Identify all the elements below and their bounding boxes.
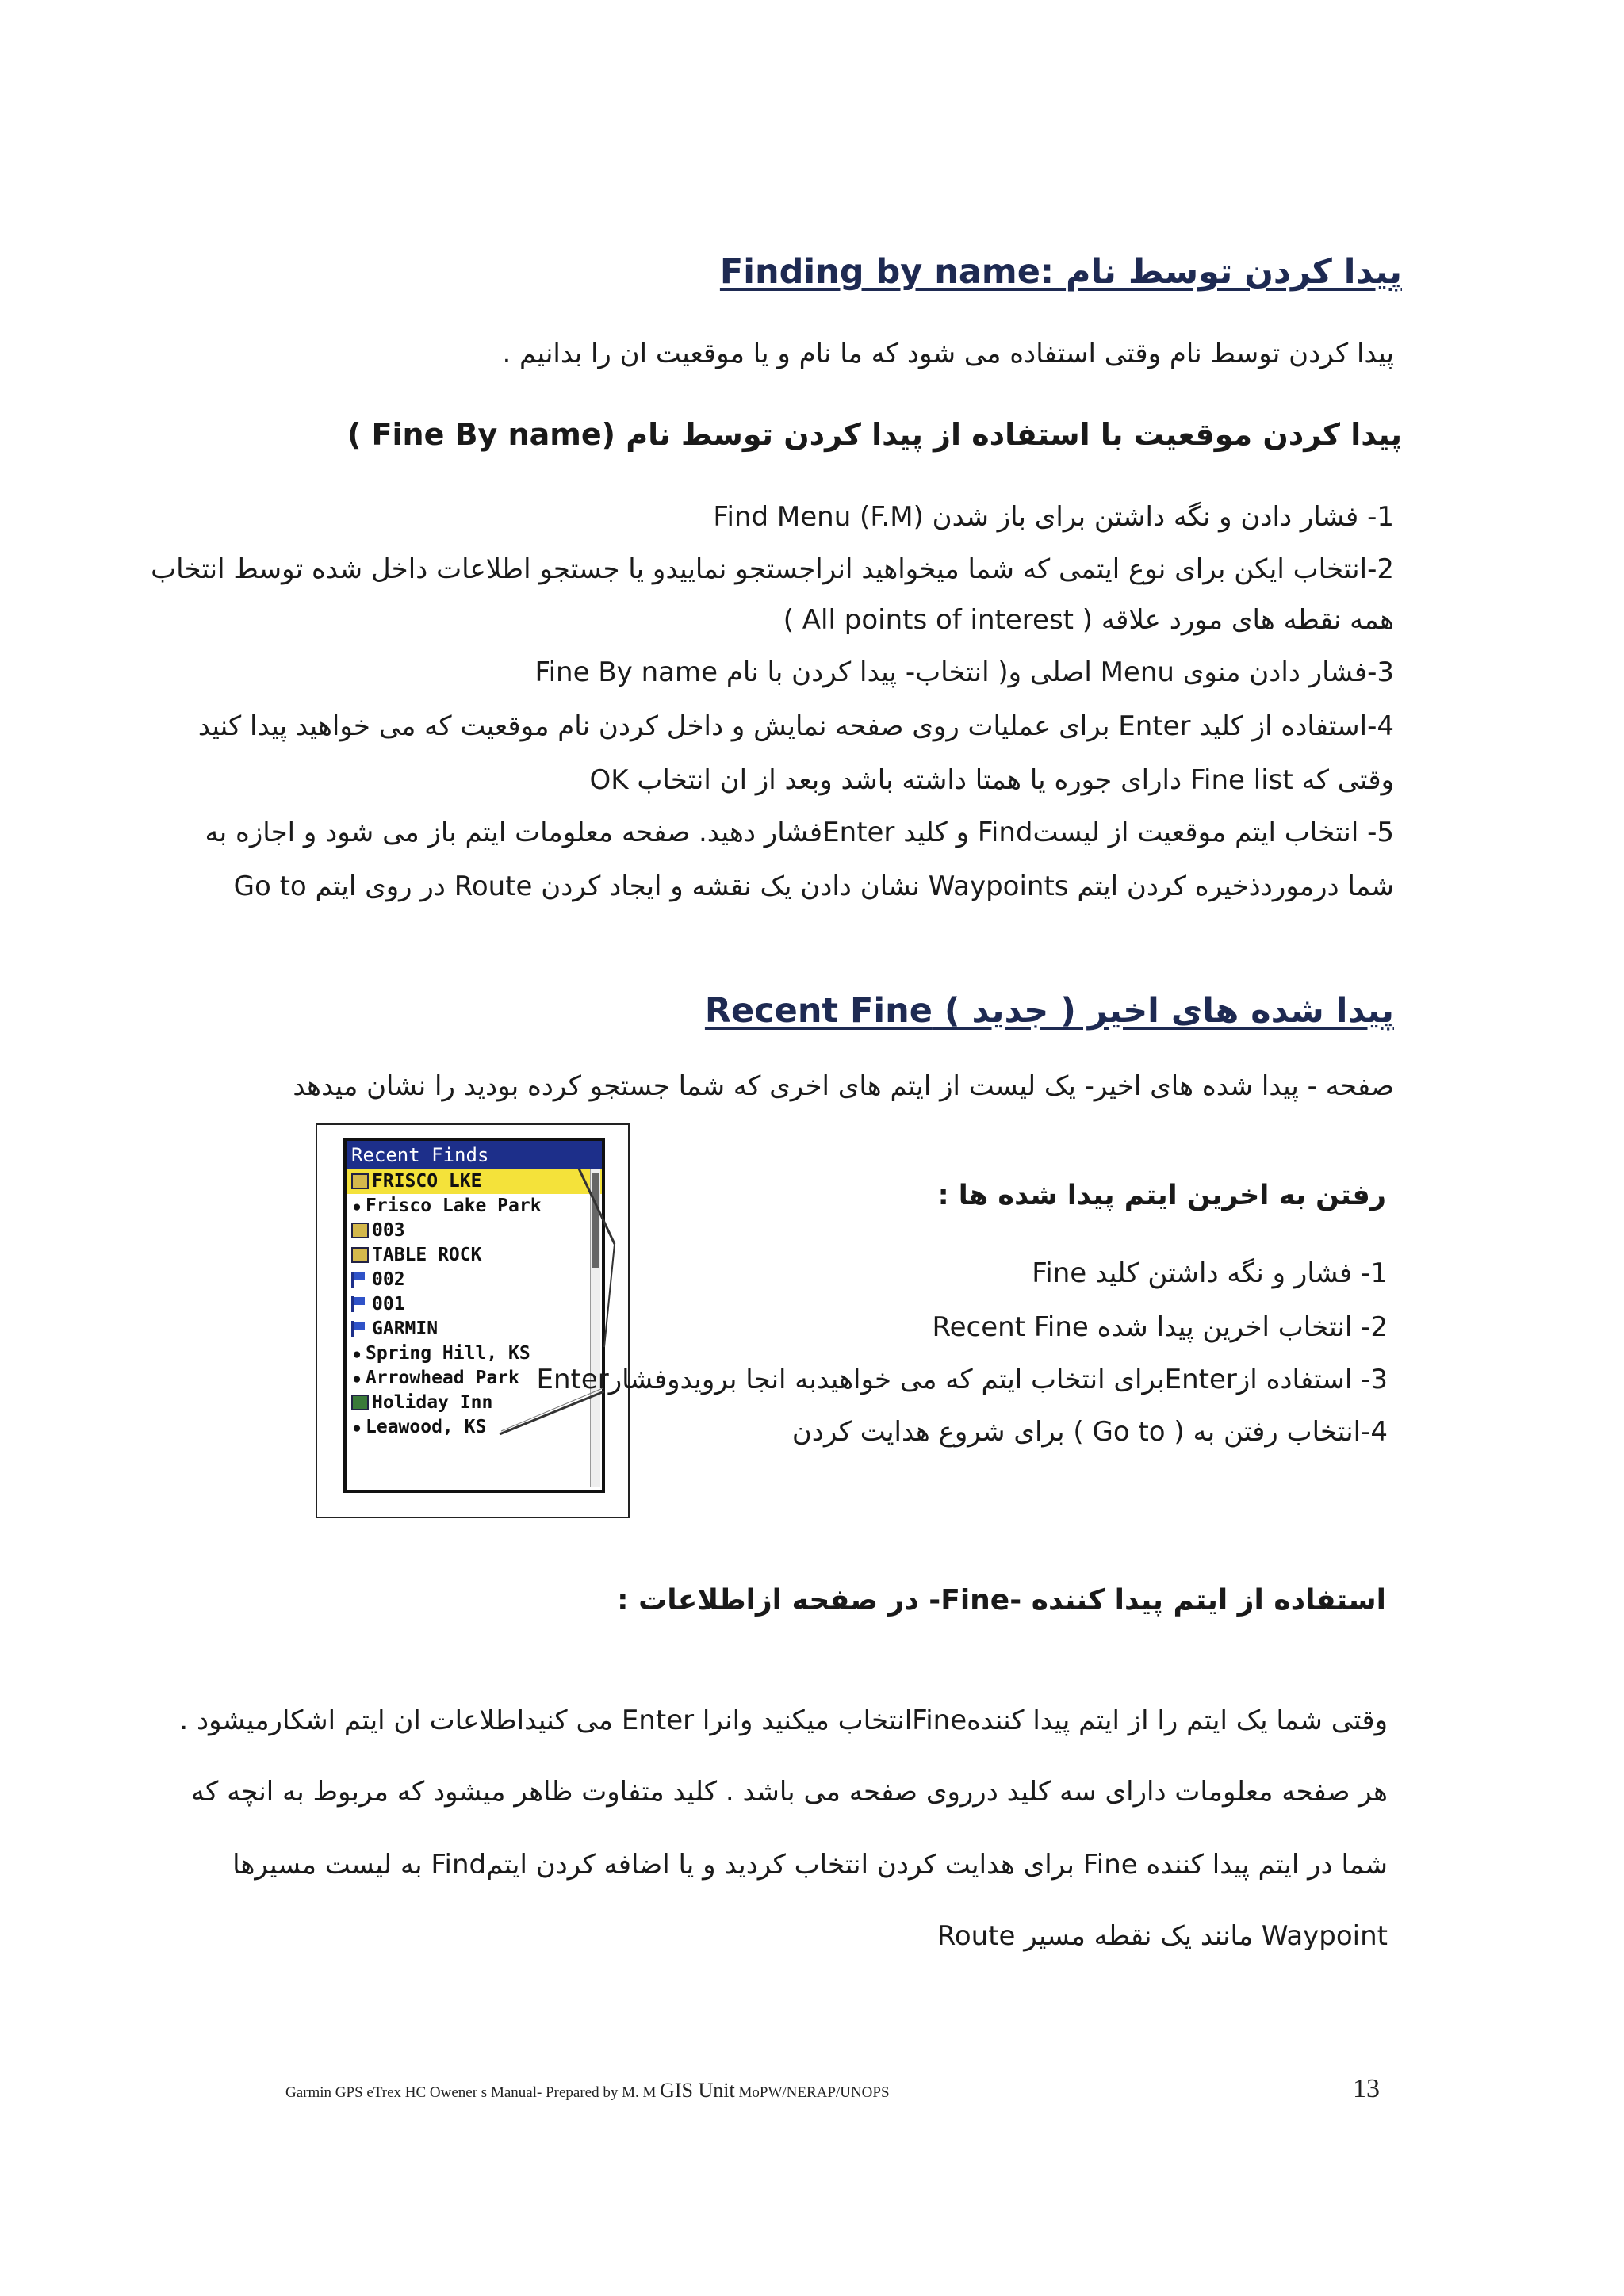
gps-list-item-label: 002: [372, 1269, 405, 1290]
paragraph-line: وقتی شما یک ایتم را از ایتم پیدا کنندهFineانتخاب میکنید وانرا Enter می کنیداطلاعات ان ایتم اشکارمیشود .: [179, 1705, 1388, 1736]
dot-icon: •: [351, 1370, 362, 1391]
footer-text: [285, 2079, 890, 2103]
step-line: 3- استفاده ازEnterبرای انتخاب ایتم که می خواهیدبه انجا برویدوفشارEnter: [536, 1364, 1388, 1395]
dot-icon: •: [351, 1419, 362, 1440]
paragraph-line: شما در ایتم پیدا کننده Fine برای هدایت کردن انتخاب کردید و یا اضافه کردن ایتمFind به لیست مسیرها: [232, 1849, 1388, 1881]
pointer-line-mid: [604, 1244, 615, 1347]
section-intro: صفحه - پیدا شده های اخیر- یک لیست از ایتم های اخری که شما جستجو کرده بودید را نشان میدهد: [293, 1070, 1394, 1102]
footer-gis-unit: GIS Unit: [660, 2079, 735, 2102]
gps-list-item-label: 003: [372, 1220, 405, 1241]
step-line: 2-انتخاب ایکن برای نوع ایتمی که شما میخواهید انراجستجو نماییدو یا جستجو اطلاعات داخل شده توسط انتخاب: [151, 553, 1394, 585]
gps-list-item-label: Leawood, KS: [366, 1417, 487, 1437]
step-line: 4-انتخاب رفتن به ( Go to ) برای شروع هدایت کردن: [791, 1416, 1388, 1448]
step-line: همه نقطه های مورد علاقه ( All points of interest ): [783, 604, 1394, 636]
footer-manual-title: Garmin GPS eTrex HC Owener s Manual- Prepared by M. M: [285, 2084, 657, 2101]
footer-organization: MoPW/NERAP/UNOPS: [738, 2084, 890, 2101]
gps-screenshot: [316, 1123, 630, 1518]
gps-list-item-label: Holiday Inn: [372, 1392, 493, 1413]
dot-icon: •: [351, 1198, 362, 1219]
subheading-go-to-recent: رفتن به اخرین ایتم پیدا شده ها :: [937, 1180, 1386, 1211]
section-heading-fine-info-page: استفاده از ایتم پیدا کننده -Fine- در صفحه ازاطلاعات :: [617, 1584, 1386, 1617]
paragraph-line: هر صفحه معلومات دارای سه کلید درروی صفحه می باشد . کلید متفاوت ظاهر میشود که مربوط به انچه که: [190, 1776, 1388, 1808]
gps-list-item-label: Arrowhead Park: [366, 1368, 519, 1388]
step-line: 2- انتخاب اخرین پیدا شده Recent Fine: [932, 1311, 1388, 1343]
gps-list-item-label: TABLE ROCK: [372, 1245, 482, 1265]
gps-list-item-label: GARMIN: [372, 1318, 439, 1339]
step-line: وقتی که Fine list دارای جوره یا همتا داشته باشد وبعد از ان انتخاب OK: [589, 764, 1394, 796]
dot-icon: •: [351, 1345, 362, 1366]
section-heading-finding-by-name: Finding by name: پیدا کردن توسط نام: [719, 252, 1402, 292]
step-line: شما درموردذخیره کردن ایتم Waypoints نشان دادن یک نقشه و ایجاد کردن Route در روی ایتم Go to: [233, 871, 1394, 902]
paragraph-line: Route مانند یک نقطه مسیر Waypoint: [936, 1920, 1388, 1952]
pointer-line-bottom: [500, 1391, 604, 1434]
gps-list-item-label: Frisco Lake Park: [366, 1196, 542, 1216]
section-heading-find-by-name: پیدا کردن موقعیت با استفاده از پیدا کردن توسط نام (Fine By name ): [347, 417, 1402, 452]
page-number: 13: [1353, 2074, 1380, 2103]
section-heading-recent-fine: پیدا شده های اخیر ( جدید ) Recent Fine: [704, 991, 1394, 1031]
section-intro: پیدا کردن توسط نام وقتی استفاده می شود که ما نام و یا موقعیت ان را بدانیم .: [502, 338, 1394, 369]
gps-list-item-label: Spring Hill, KS: [366, 1343, 530, 1364]
step-line: 3-فشار دادن منوی Menu اصلی و( انتخاب- پیدا کردن با نام Fine By name: [534, 656, 1394, 688]
pointer-lines: [317, 1125, 628, 1517]
gps-list-item-label: 001: [372, 1294, 405, 1314]
step-line: 1- فشار دادن و نگه داشتن برای باز شدن (Find Menu (F.M: [713, 501, 1394, 533]
step-line: 1- فشار و نگه داشتن کلید Fine: [1032, 1257, 1388, 1289]
step-line: 4-استفاده از کلید Enter برای عملیات روی صفحه نمایش و داخل کردن نام موقعیت که می خواهید پیدا کنید: [197, 710, 1394, 742]
gps-title-bar: Recent Finds: [347, 1141, 602, 1169]
gps-list-item-label: FRISCO LKE: [372, 1171, 482, 1192]
pointer-line-top: [579, 1169, 615, 1244]
step-line: 5- انتخاب ایتم موقعیت از لیستFind و کلید Enterفشار دهید. صفحه معلومات ایتم باز می شود و اجازه به: [205, 817, 1394, 848]
